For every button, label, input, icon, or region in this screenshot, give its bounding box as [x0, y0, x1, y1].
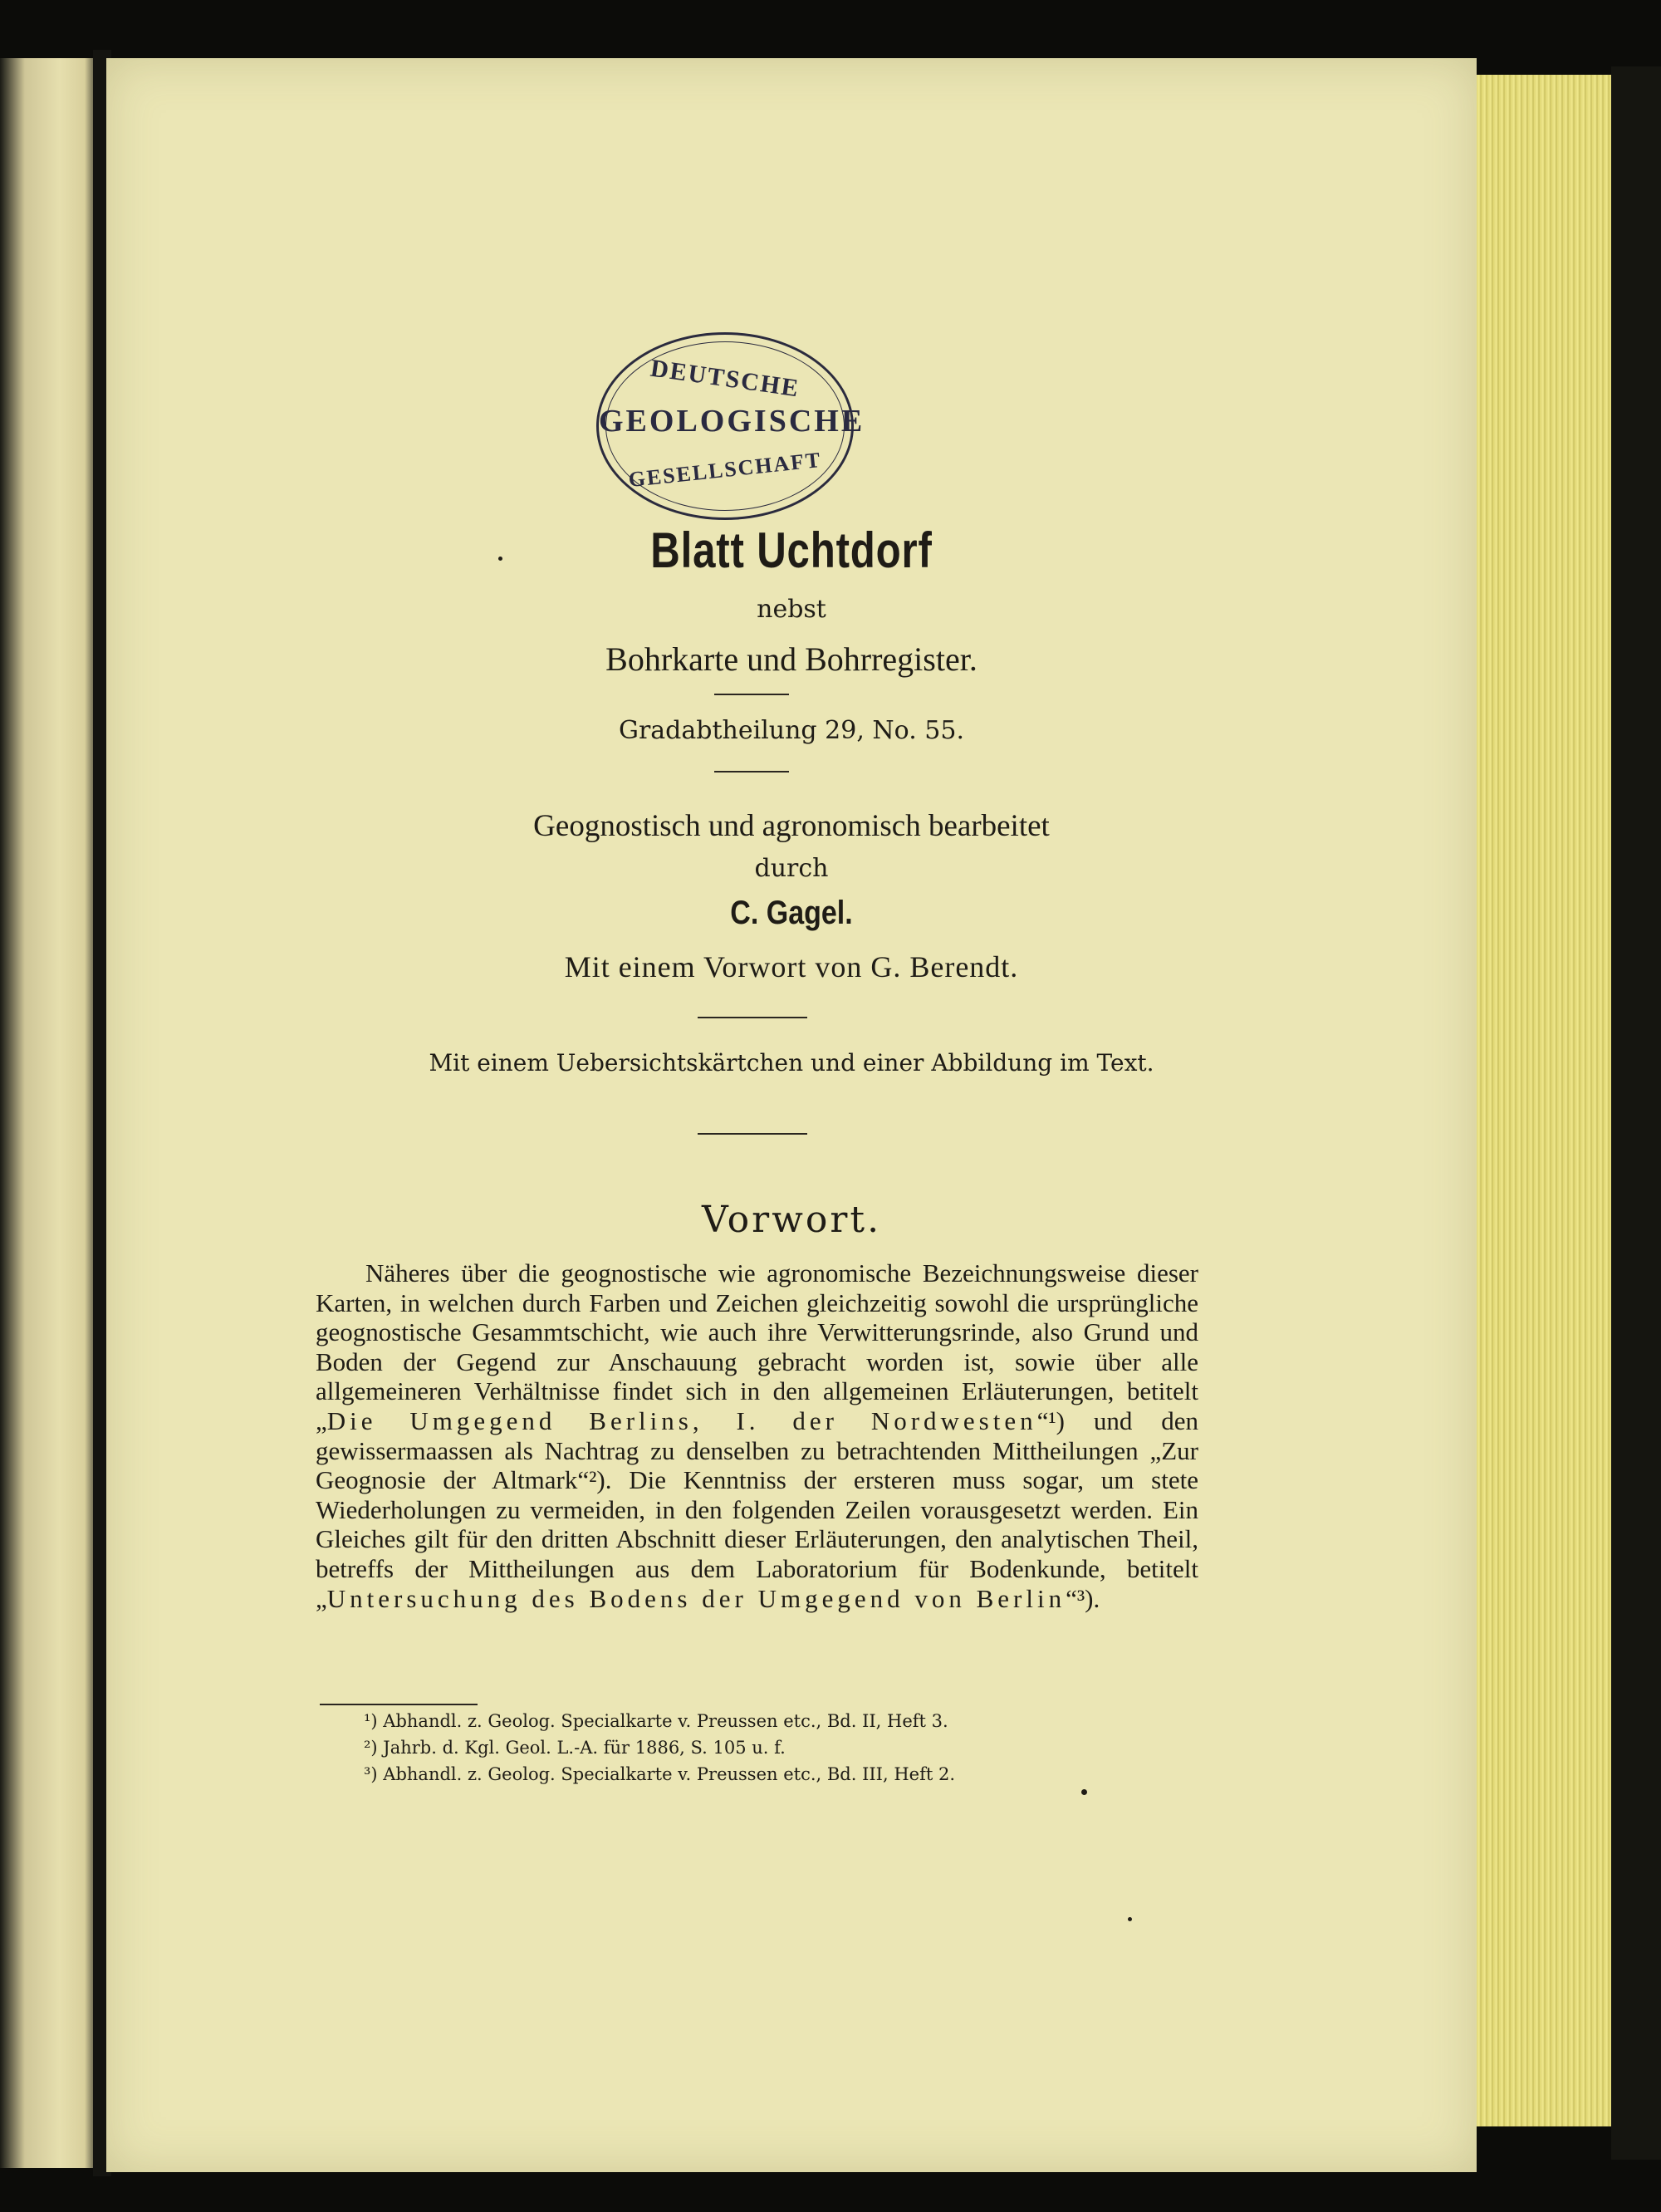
left-page-edge [0, 58, 100, 2168]
body-text-part: Näheres über die geognostische wie agronomische Bezeichnungsweise dieser Karten, in welchen durch Farben und Zeichen gleichzeitig sowohl die ursprüngliche geognostische Gesammtschicht, wie auch ihre Verwitterungsrinde, also Grund und Boden der Gegend zur Anschauung gebracht worden ist, sowie über alle allgemeineren Verhältnisse findet sich in den allgemeinen Erläuterungen, betitelt „ [316, 1258, 1198, 1435]
footnote-rule [320, 1704, 478, 1705]
nebst-line: nebst [757, 595, 826, 624]
stamp-line-bottom: GESELLSCHAFT [627, 447, 823, 493]
library-stamp [596, 332, 865, 520]
print-speck [1128, 1917, 1132, 1921]
reference-title: Die Umgegend Berlins, I. der Nordwesten [326, 1405, 1037, 1435]
footnote: ³) Abhandl. z. Geolog. Specialkarte v. Preussen etc., Bd. III, Heft 2. [364, 1764, 955, 1784]
body-text-part: “¹) und den gewissermaassen als Nachtrag zu denselben zu betrachtenden Mittheilungen „Zur Geognosie der Altmark“²). Die Kenntniss der ersteren muss sogar, um stete Wiederholungen zu vermeiden, in den folgenden Zeilen vorausgesetzt werden. Ein Gleiches gilt für den dritten Abschnitt dieser Erläuterungen, den analytischen Theil, betreffs der Mittheilungen aus dem Laboratorium für Bodenkunde, betitelt „ [316, 1405, 1198, 1613]
subtitle: Bohrkarte und Bohrregister. [605, 640, 977, 678]
divider-rule [714, 694, 789, 695]
divider-rule [698, 1133, 807, 1135]
divider-rule [698, 1017, 807, 1018]
page-title: Blatt Uchtdorf [650, 522, 933, 578]
reference-title: Untersuchung des Bodens der Umgegend von Berlin [326, 1583, 1066, 1613]
footnote: ²) Jahrb. d. Kgl. Geol. L.-A. für 1886, S. 105 u. f. [364, 1738, 786, 1758]
section-heading: Vorwort. [701, 1199, 882, 1241]
body-paragraph [316, 1258, 1198, 1613]
divider-rule [714, 771, 789, 772]
gradabtheilung-line: Gradabtheilung 29, No. 55. [618, 716, 964, 745]
book-cover-edge [1611, 66, 1661, 2160]
stamp-line-middle: GEOLOGISCHE [599, 404, 865, 439]
uebersicht-line: Mit einem Uebersichtskärtchen und einer Abbildung im Text. [429, 1049, 1154, 1077]
body-text-part: “³). [1066, 1583, 1100, 1613]
bearbeitet-line: Geognostisch und agronomisch bearbeitet [533, 809, 1050, 843]
print-speck [498, 557, 502, 561]
author-name: C. Gagel. [730, 895, 853, 931]
stamp-line-top: DEUTSCHE [649, 354, 802, 403]
vorwort-credit: Mit einem Vorwort von G. Berendt. [564, 950, 1019, 983]
print-speck [1081, 1789, 1087, 1795]
page-stack-edges [1477, 75, 1618, 2126]
footnote: ¹) Abhandl. z. Geolog. Specialkarte v. Preussen etc., Bd. II, Heft 3. [364, 1711, 948, 1731]
durch-line: durch [754, 854, 829, 883]
